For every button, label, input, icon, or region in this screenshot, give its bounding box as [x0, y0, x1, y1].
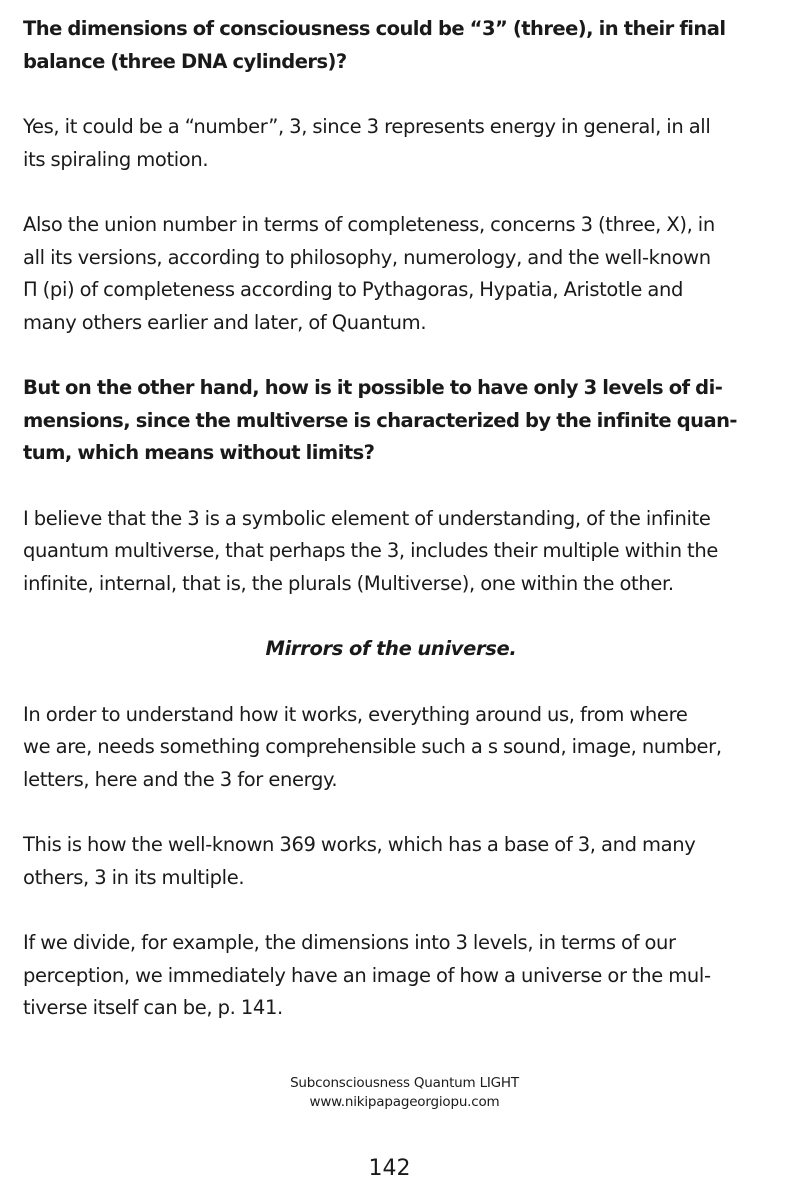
text-line: Yes, it could be a “number”, 3, since 3 represents energy in general, in all	[23, 115, 711, 138]
paragraph	[23, 927, 759, 1025]
text-line: quantum multiverse, that perhaps the 3, includes their multiple within the	[23, 539, 718, 562]
body-text	[23, 13, 759, 1058]
text-line: Π (pi) of completeness according to Pythagoras, Hypatia, Aristotle and	[23, 278, 684, 301]
text-line: letters, here and the 3 for energy.	[23, 767, 338, 791]
text-line: If we divide, for example, the dimensions into 3 levels, in terms of our	[23, 931, 676, 954]
text-line: mensions, since the multiverse is characterized by the infinite quan-	[23, 408, 737, 432]
text-line: Mirrors of the universe.	[265, 637, 517, 660]
paragraph	[23, 503, 759, 601]
text-line: balance (three DNA cylinders)?	[23, 49, 347, 73]
text-line: infinite, internal, that is, the plurals (Multiverse), one within the other.	[23, 571, 674, 595]
paragraph	[23, 209, 759, 339]
footer-book-title: Subconsciousness Quantum LIGHT	[290, 1075, 519, 1091]
text-line: I believe that the 3 is a symbolic element of understanding, of the infinite	[23, 506, 711, 530]
text-line: its spiraling motion.	[23, 147, 209, 171]
text-line: The dimensions of consciousness could be “3” (three), in their final	[23, 17, 726, 40]
question-heading-2	[23, 372, 759, 470]
paragraph	[23, 829, 759, 894]
text-line: we are, needs something comprehensible such a s sound, image, number,	[23, 735, 722, 758]
text-line: many others earlier and later, of Quantum.	[23, 310, 427, 334]
text-line: tum, which means without limits?	[23, 441, 375, 464]
question-heading-1	[23, 13, 759, 78]
footer-website: www.nikipapageorgiopu.com	[309, 1094, 500, 1110]
text-line: perception, we immediately have an image of how a universe or the mul-	[23, 963, 711, 987]
text-line: others, 3 in its multiple.	[23, 865, 245, 889]
paragraph	[23, 111, 759, 176]
text-line: But on the other hand, how is it possible to have only 3 levels of di-	[23, 376, 723, 399]
text-line: This is how the well-known 369 works, which has a base of 3, and many	[23, 833, 696, 856]
text-line: tiverse itself can be, p. 141.	[23, 996, 283, 1019]
text-line: Also the union number in terms of completeness, concerns 3 (three, X), in	[23, 213, 715, 236]
paragraph	[23, 699, 759, 797]
text-line: In order to understand how it works, everything around us, from where	[23, 702, 688, 726]
section-title	[23, 633, 759, 666]
page-number: 142	[368, 1156, 411, 1181]
text-line: all its versions, according to philosophy, numerology, and the well-known	[23, 245, 711, 269]
